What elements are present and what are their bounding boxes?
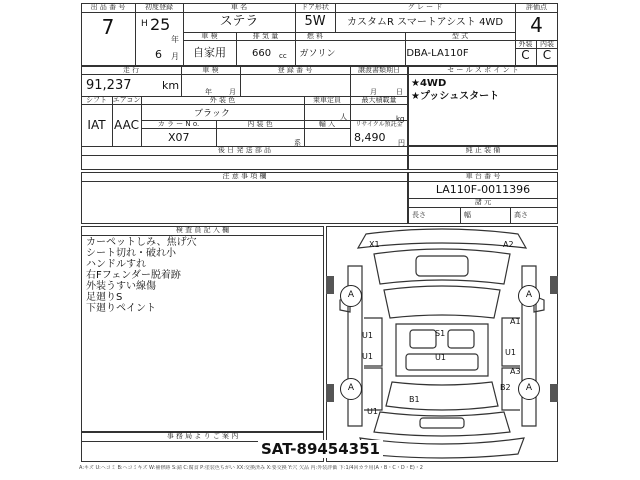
fuel-value: ガソリン [299, 49, 336, 59]
inspector-note-6: 足廻りS [86, 292, 123, 303]
mark-u1-bottom-left: U1 [367, 407, 378, 416]
insp-label: 車 検 [202, 66, 219, 74]
max-load-label: 最大積載量 [361, 96, 397, 104]
capacity-label: 乗車定員 [313, 96, 341, 104]
mileage-value: 91,237 [86, 78, 132, 93]
km-unit: km [162, 79, 180, 92]
score-value: 4 [530, 13, 543, 37]
repair-month-unit: 月 [370, 88, 377, 96]
aircon-label: エアコン [112, 96, 141, 104]
year-unit: 年 [171, 35, 179, 44]
footer-legend: A:キズ U:ヘコミ B:ヘコミキズ W:補修跡 S:錆 C:腐食 P:塗装色ちがい XX:交換済み X:要交換 Y:穴 欠品 内:外装評価 下:1/4回カラ用(A・B・C・D・E)・2 [79, 465, 423, 471]
mark-u1-mid-left: U1 [362, 352, 373, 361]
year-value: 25 [150, 15, 171, 34]
recycle-value: 8,490 [354, 131, 386, 144]
inspector-note-3: ハンドルすれ [86, 259, 146, 270]
interior-color-label: 内 装 色 [247, 120, 273, 128]
recycle-label: リサイクル預託金 [355, 121, 403, 128]
displacement-label: 排 気 量 [252, 32, 279, 40]
exterior-color-value: ブラック [194, 109, 230, 119]
car-name-label: 車 名 [230, 3, 248, 11]
sales-points-label: セ ー ル ス ポ イ ン ト [447, 66, 519, 74]
repair-label: 譲渡書類期日 [358, 66, 400, 74]
sales-point-2: ★プッシュスタート [411, 91, 500, 102]
reg-no-label: 登 録 番 号 [277, 66, 313, 74]
door-value: 5W [304, 14, 326, 29]
model-value: DBA-LA110F [406, 48, 469, 59]
exterior-score-value: C [521, 48, 530, 62]
interior-score-label: 内装 [540, 40, 554, 48]
mark-u1-left: U1 [362, 331, 373, 340]
lot-no-value: 7 [101, 15, 115, 39]
load-unit: kg [396, 115, 405, 123]
mark-u1-right: U1 [505, 348, 516, 357]
door-label: ドア形状 [301, 3, 329, 11]
mark-b2: B2 [500, 383, 511, 392]
width-label: 幅 [464, 211, 471, 219]
height-label: 高さ [514, 211, 528, 219]
repair-day-unit: 日 [396, 88, 403, 96]
office-label: 事 務 局 よ り ご 案 内 [81, 432, 324, 442]
fuel-label: 燃 料 [306, 32, 324, 40]
inspector-note-4: 右Fフェンダー脱着跡 [86, 270, 181, 281]
mark-a3: A3 [510, 367, 521, 376]
color-no-value: X07 [168, 131, 190, 144]
import-label: 輸 入 [318, 120, 336, 128]
month-unit: 月 [171, 52, 179, 61]
genuine-label: 純 正 装 備 [408, 146, 558, 156]
mileage-label: 走 行 [122, 66, 140, 74]
grade-label: グ レ ー ド [407, 3, 443, 11]
chassis-no-value: LA110F-0011396 [435, 183, 531, 196]
model-label: 型 式 [451, 32, 469, 40]
auction-id: SAT-89454351 [258, 440, 383, 458]
inspector-label: 検 査 員 記 入 欄 [81, 226, 324, 236]
import-unit: 系 [294, 139, 301, 147]
car-name-value: ステラ [219, 14, 259, 29]
aircon-value: AAC [114, 118, 139, 132]
inspection-value: 自家用 [193, 46, 226, 59]
inspector-note-5: 外装うすい線傷 [86, 281, 156, 292]
inspector-note-2: シート切れ・破れ小 [86, 248, 176, 259]
score-label: 評価点 [526, 3, 547, 11]
cc-unit: cc [279, 52, 287, 60]
color-no-label: カ ラ ー N o. [157, 120, 200, 128]
grade-value: カスタムR スマートアシスト 4WD [346, 17, 504, 28]
displacement-value: 660 [252, 48, 272, 59]
capacity-unit: 人 [340, 113, 347, 121]
wheel-rear-right: A [518, 378, 540, 400]
wheel-front-right: A [518, 285, 540, 307]
length-label: 長さ [412, 211, 426, 219]
yen-unit: 円 [398, 139, 405, 147]
later-parts-label: 後 日 発 送 部 品 [81, 146, 408, 156]
inspection-label: 車 検 [201, 32, 218, 40]
mark-u1-center: U1 [435, 353, 446, 362]
inspector-note-7: 下廻りペイント [86, 303, 156, 314]
mark-b1: B1 [409, 395, 420, 404]
month-value: 6 [155, 48, 162, 61]
mark-s1: S1 [435, 329, 446, 338]
wheel-rear-left: A [340, 378, 362, 400]
sales-point-1: ★4WD [411, 78, 447, 89]
shift-value: IAT [87, 118, 106, 132]
notes-label: 注 意 事 項 欄 [81, 172, 408, 182]
mark-a2: A2 [503, 240, 514, 249]
exterior-score-label: 外装 [518, 40, 533, 48]
lot-no-label: 出 品 番 号 [90, 3, 126, 11]
car-diagram [326, 226, 558, 462]
mark-x1: X1 [369, 240, 380, 249]
insp-year-unit: 年 [205, 88, 212, 96]
first-reg-label: 初度登録 [145, 3, 173, 11]
exterior-color-label: 外 装 色 [209, 96, 236, 104]
inspector-note-1: カーペットしみ、焦げ穴 [86, 237, 197, 248]
era: H [141, 19, 148, 29]
mark-a1-right: A1 [510, 317, 521, 326]
chassis-label: 車 台 番 号 [408, 172, 558, 182]
wheel-front-left: A [340, 285, 362, 307]
insp-month-unit: 月 [229, 88, 236, 96]
dimensions-label: 諸 元 [474, 198, 492, 206]
interior-score-value: C [542, 48, 552, 62]
shift-label: シフト [86, 96, 107, 104]
